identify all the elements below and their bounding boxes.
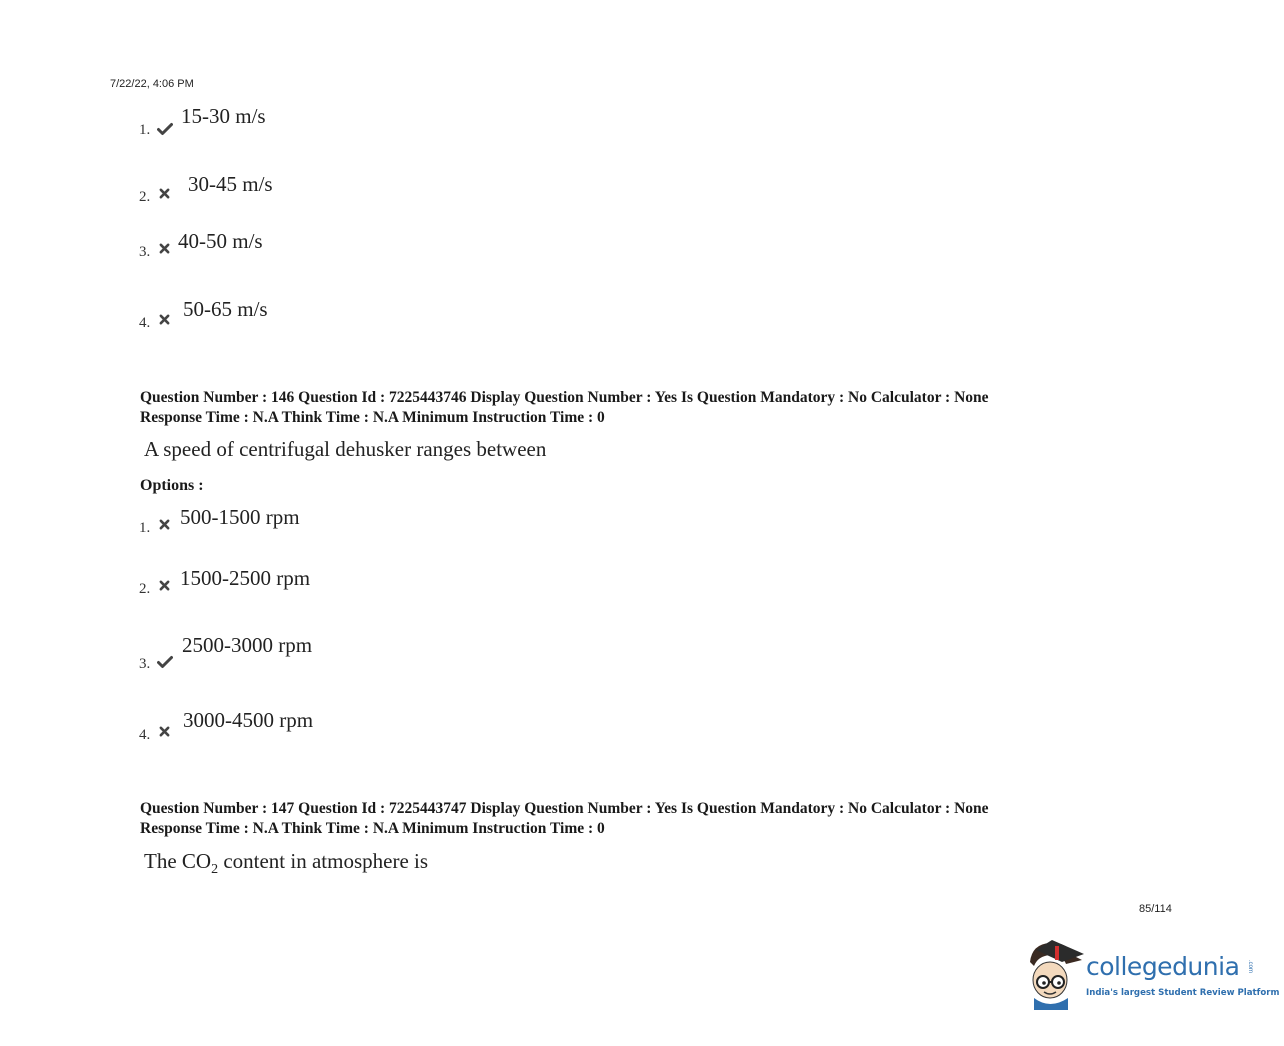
cross-icon <box>158 242 171 255</box>
option-number: 1. <box>139 520 151 536</box>
option-number: 2. <box>139 189 151 205</box>
question-text-part: The CO <box>144 849 212 873</box>
option-number: 3. <box>139 244 151 260</box>
mascot-icon <box>1022 938 1084 1010</box>
option-number: 4. <box>139 315 151 331</box>
question-meta-line: Question Number : 146 Question Id : 7225443746 Display Question Number : Yes Is Question Mandatory : No Calculator : None <box>140 389 989 406</box>
cross-icon <box>158 579 171 592</box>
question-meta-line: Response Time : N.A Think Time : N.A Minimum Instruction Time : 0 <box>140 820 605 837</box>
page-number: 85/114 <box>1139 903 1172 915</box>
option-text: 2500-3000 rpm <box>182 633 313 657</box>
brand-name: collegedunia <box>1086 952 1240 981</box>
subscript: 2 <box>211 862 219 878</box>
cross-icon <box>158 187 171 200</box>
options-label: Options : <box>140 477 204 494</box>
option-text: 500-1500 rpm <box>180 505 300 529</box>
brand-suffix: .com <box>1247 960 1253 974</box>
question-text: A speed of centrifugal dehusker ranges between <box>144 437 547 461</box>
check-icon <box>157 121 173 137</box>
check-icon <box>157 654 173 670</box>
option-number: 2. <box>139 581 151 597</box>
cross-icon <box>158 518 171 531</box>
print-timestamp: 7/22/22, 4:06 PM <box>110 78 194 90</box>
cross-icon <box>158 725 171 738</box>
option-text: 40-50 m/s <box>178 229 263 253</box>
option-text: 50-65 m/s <box>183 297 268 321</box>
option-text: 3000-4500 rpm <box>183 708 314 732</box>
option-number: 1. <box>139 122 151 138</box>
collegedunia-logo <box>1022 938 1280 1010</box>
option-text: 30-45 m/s <box>188 172 273 196</box>
question-text <box>144 849 428 878</box>
option-text: 1500-2500 rpm <box>180 566 311 590</box>
cross-icon <box>158 313 171 326</box>
question-text-part: content in atmosphere is <box>218 849 429 873</box>
brand-tagline: India's largest Student Review Platform <box>1086 988 1280 998</box>
question-meta-line: Response Time : N.A Think Time : N.A Minimum Instruction Time : 0 <box>140 409 605 426</box>
question-meta-line: Question Number : 147 Question Id : 7225443747 Display Question Number : Yes Is Question Mandatory : No Calculator : None <box>140 800 989 817</box>
option-text: 15-30 m/s <box>181 104 266 128</box>
option-number: 3. <box>139 656 151 672</box>
option-number: 4. <box>139 727 151 743</box>
